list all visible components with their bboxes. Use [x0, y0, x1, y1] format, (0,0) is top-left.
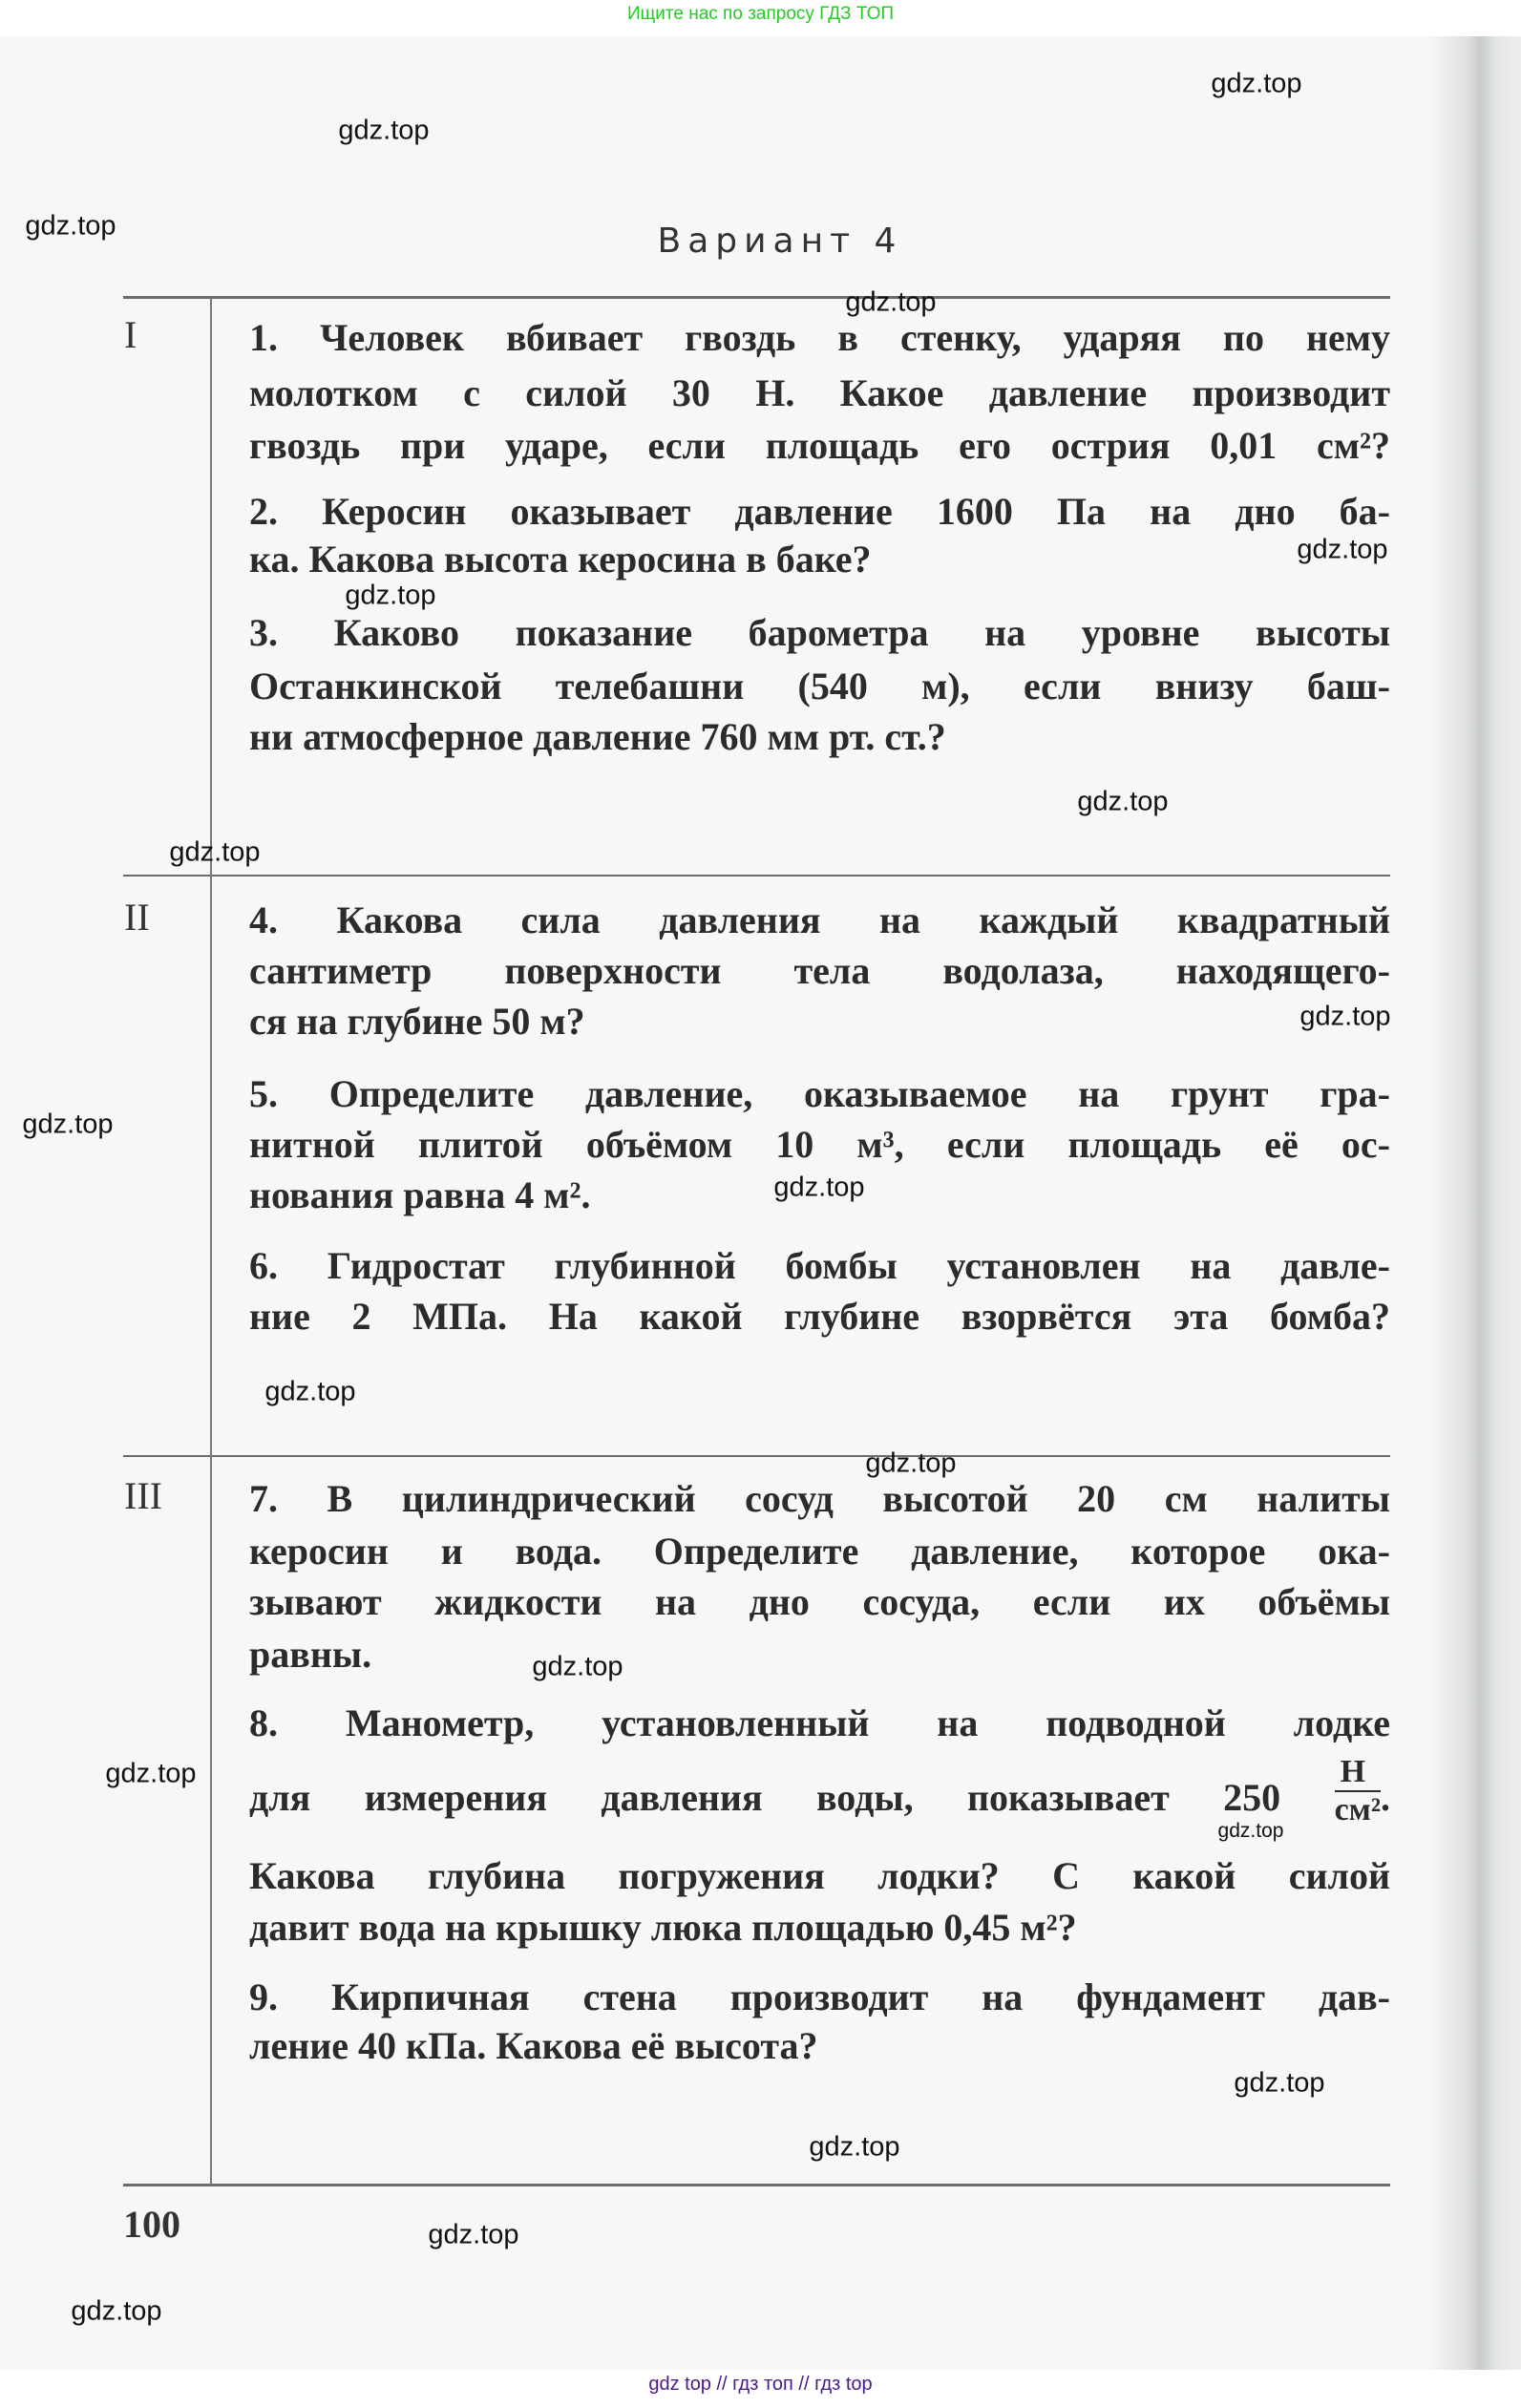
question-line: ни атмосферное давление 760 мм рт. ст.?	[249, 715, 946, 758]
watermark-text: gdz.top	[105, 1758, 197, 1789]
question-line: 9. Кирпичная стена производит на фундамент дав-	[249, 1975, 1390, 2018]
section-label: III	[124, 1474, 162, 1517]
watermark-text: gdz.top	[338, 115, 430, 146]
watermark-text: gdz.top	[1211, 68, 1302, 99]
watermark-text: gdz.top	[25, 210, 116, 242]
watermark-text: gdz.top	[22, 1109, 114, 1140]
question-line: ление 40 кПа. Какова её высота?	[249, 2024, 818, 2067]
question-line: зывают жидкости на дно сосуда, если их объёмы	[249, 1580, 1390, 1623]
watermark-text: gdz.top	[345, 580, 436, 611]
question-line: нитной плитой объёмом 10 м³, если площадь её ос-	[249, 1123, 1390, 1166]
question-line: нования равна 4 м².	[249, 1173, 591, 1216]
table-rule-bottom	[123, 2184, 1390, 2186]
table-rule-top	[123, 296, 1390, 299]
punctuation: .	[1381, 1776, 1391, 1819]
watermark-text: gdz.top	[532, 1651, 623, 1682]
question-line: 5. Определите давление, оказываемое на грунт гра-	[249, 1072, 1390, 1115]
page-number: 100	[123, 2203, 180, 2246]
page-title: Вариант 4	[657, 222, 903, 261]
question-line: 4. Какова сила давления на каждый квадратный	[249, 898, 1390, 941]
question-line: ние 2 МПа. На какой глубине взорвётся эта бомба?	[249, 1295, 1390, 1338]
question-line: ся на глубине 50 м?	[249, 1000, 585, 1043]
watermark-text: gdz.top	[264, 1376, 356, 1407]
table-rule-section-2	[123, 875, 1390, 877]
table-rule-section-3	[123, 1455, 1390, 1457]
question-line: гвоздь при ударе, если площадь его острия 0,01 см²?	[249, 424, 1390, 467]
watermark-text: gdz.top	[1077, 786, 1169, 817]
question-line: Какова глубина погружения лодки? С какой силой	[249, 1854, 1390, 1897]
watermark-text: gdz.top	[169, 836, 261, 868]
watermark-text: gdz.top	[809, 2131, 900, 2163]
watermark-text: gdz.top	[1297, 534, 1388, 565]
question-line: Останкинской телебашни (540 м), если внизу баш-	[249, 665, 1390, 708]
page-spine-shadow	[1430, 36, 1521, 2370]
watermark-text: gdz.top	[71, 2295, 162, 2327]
question-line: ка. Какова высота керосина в баке?	[249, 538, 872, 581]
question-line: 3. Каково показание барометра на уровне высоты	[249, 611, 1390, 654]
question-line: 1. Человек вбивает гвоздь в стенку, ударяя по нему	[249, 316, 1390, 359]
unit-fraction	[1335, 1754, 1381, 1828]
section-label: II	[124, 896, 150, 939]
question-line: керосин и вода. Определите давление, которое ока-	[249, 1530, 1390, 1573]
fraction-numerator: Н	[1335, 1754, 1381, 1792]
question-line: 7. В цилиндрический сосуд высотой 20 см налиты	[249, 1477, 1390, 1520]
question-line: равны.	[249, 1633, 372, 1676]
watermark-text: gdz.top	[1299, 1001, 1391, 1032]
question-line: 6. Гидростат глубинной бомбы установлен на давле-	[249, 1244, 1390, 1287]
fraction-denominator: см²	[1334, 1791, 1382, 1827]
watermark-text: gdz.top	[1217, 1820, 1284, 1842]
table-column-divider	[210, 297, 212, 2185]
watermark-text: gdz.top	[1234, 2067, 1325, 2099]
watermark-text: gdz.top	[428, 2219, 519, 2250]
top-banner[interactable]: Ищите нас по запросу ГДЗ ТОП	[626, 4, 895, 24]
question-line: 2. Керосин оказывает давление 1600 Па на дно ба-	[249, 490, 1390, 533]
question-line: молотком с силой 30 Н. Какое давление производит	[249, 371, 1390, 414]
question-line: 8. Манометр, установленный на подводной лодке	[249, 1701, 1390, 1744]
bottom-banner[interactable]: gdz top // гдз топ // гдз top	[648, 2374, 873, 2395]
watermark-text: gdz.top	[865, 1447, 957, 1479]
section-label: I	[124, 313, 137, 356]
question-line-text: для измерения давления воды, показывает 250	[249, 1776, 1281, 1819]
question-line: давит вода на крышку люка площадью 0,45 м²?	[249, 1906, 1077, 1949]
watermark-text: gdz.top	[773, 1172, 865, 1203]
watermark-text: gdz.top	[845, 286, 937, 318]
question-line: сантиметр поверхности тела водолаза, находящего-	[249, 949, 1390, 992]
